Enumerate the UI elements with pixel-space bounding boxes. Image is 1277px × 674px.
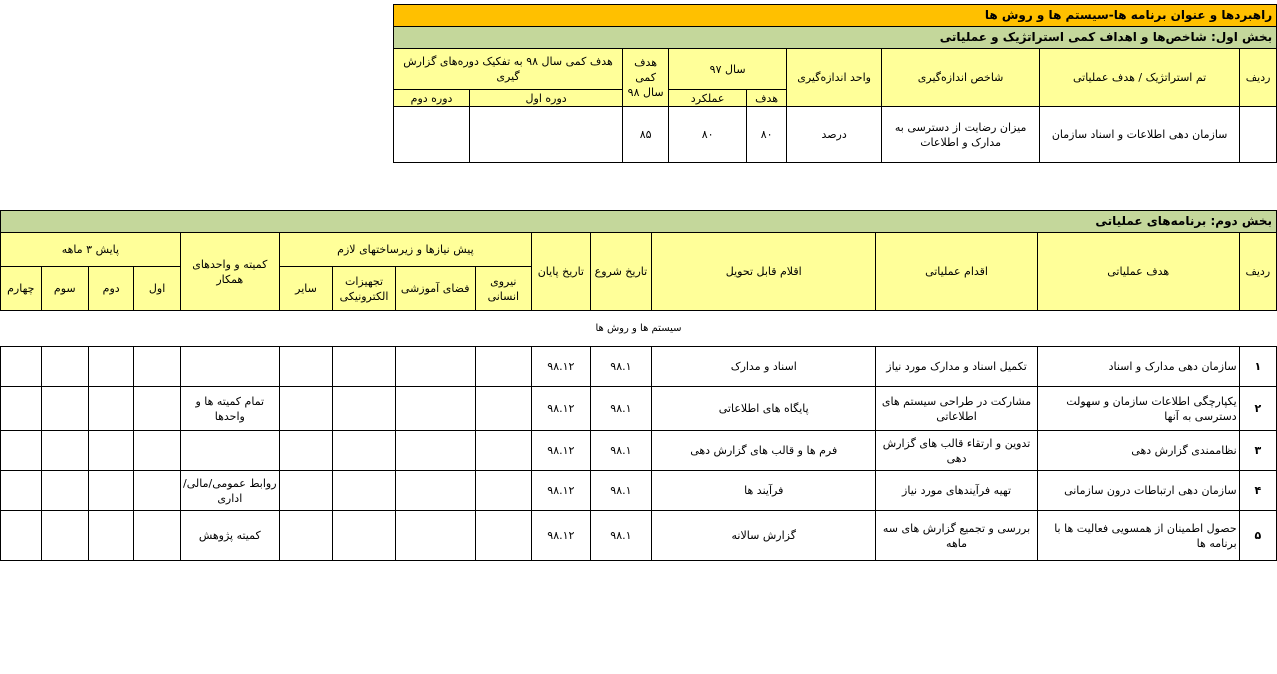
cell-start: ۹۸.۱	[590, 347, 652, 387]
cell-num: ۳	[1239, 431, 1276, 471]
cell-start: ۹۸.۱	[590, 431, 652, 471]
empty-cell	[134, 387, 180, 431]
cell-action: بررسی و تجمیع گزارش های سه ماهه	[876, 511, 1038, 561]
cell-end: ۹۸.۱۲	[532, 471, 591, 511]
empty-cell	[279, 347, 333, 387]
cell-goal: سازمان دهی ارتباطات درون سازمانی	[1037, 471, 1239, 511]
empty-cell	[134, 431, 180, 471]
cell-num: ۵	[1239, 511, 1276, 561]
col-goal: هدف عملیاتی	[1037, 233, 1239, 311]
col-start: تاریخ شروع	[590, 233, 652, 311]
kpi-table	[393, 4, 1277, 163]
cell-committee: روابط عمومی/مالی/اداری	[180, 471, 279, 511]
col-other: سایر	[279, 267, 333, 311]
col-q2: دوم	[88, 267, 133, 311]
cell-start: ۹۸.۱	[590, 387, 652, 431]
empty-cell	[41, 511, 88, 561]
cell-deliverable: اسناد و مدارک	[652, 347, 876, 387]
empty-cell	[333, 431, 396, 471]
cell-target97: ۸۰	[747, 107, 787, 163]
cell-goal: سازمان دهی مدارک و اسناد	[1037, 347, 1239, 387]
empty-cell	[41, 387, 88, 431]
table-row	[1, 511, 1277, 561]
empty-cell	[475, 347, 532, 387]
cell-end: ۹۸.۱۲	[532, 431, 591, 471]
col-space: فضای آموزشی	[395, 267, 475, 311]
empty-cell	[395, 511, 475, 561]
empty-cell	[134, 471, 180, 511]
empty-cell	[279, 387, 333, 431]
col-row: ردیف	[1239, 233, 1276, 311]
section2-title: بخش دوم: برنامه‌های عملیاتی	[1, 211, 1277, 233]
col-deliverable: اقلام قابل تحویل	[652, 233, 876, 311]
cell-action: تهیه فرآیندهای مورد نیاز	[876, 471, 1038, 511]
main-title: راهبردها و عنوان برنامه ها-سیستم ها و روش ها	[394, 5, 1277, 27]
cell-start: ۹۸.۱	[590, 511, 652, 561]
cell-action: مشارکت در طراحی سیستم های اطلاعاتی	[876, 387, 1038, 431]
cell-action: تکمیل اسناد و مدارک مورد نیاز	[876, 347, 1038, 387]
col-target: هدف	[747, 90, 787, 107]
cell-target98: ۸۵	[623, 107, 669, 163]
cell-committee	[180, 347, 279, 387]
cell-row	[1240, 107, 1277, 163]
table-row	[1, 471, 1277, 511]
empty-cell	[279, 471, 333, 511]
col-q3: سوم	[41, 267, 88, 311]
empty-cell	[41, 471, 88, 511]
empty-cell	[475, 431, 532, 471]
col-human: نیروی انسانی	[475, 267, 532, 311]
col-year97: سال ۹۷	[669, 49, 787, 90]
cell-end: ۹۸.۱۲	[532, 387, 591, 431]
empty-cell	[333, 387, 396, 431]
empty-cell	[1, 431, 42, 471]
col-indicator: شاخص اندازه‌گیری	[882, 49, 1040, 107]
cell-unit: درصد	[787, 107, 882, 163]
empty-cell	[279, 431, 333, 471]
table-row	[1, 387, 1277, 431]
cell-indicator: میزان رضایت از دسترسی به مدارک و اطلاعات	[882, 107, 1040, 163]
col-equipment: تجهیزات الکترونیکی	[333, 267, 396, 311]
empty-cell	[395, 347, 475, 387]
empty-cell	[395, 471, 475, 511]
empty-cell	[395, 387, 475, 431]
empty-cell	[333, 471, 396, 511]
cell-goal: حصول اطمینان از همسویی فعالیت ها با برنامه ها	[1037, 511, 1239, 561]
empty-cell	[475, 471, 532, 511]
cell-committee	[180, 431, 279, 471]
col-prereq: پیش نیازها و زیرساختهای لازم	[279, 233, 531, 267]
empty-cell	[88, 431, 133, 471]
table-row	[394, 107, 1277, 163]
empty-cell	[88, 347, 133, 387]
cell-deliverable: پایگاه های اطلاعاتی	[652, 387, 876, 431]
col-breakdown: هدف کمی سال ۹۸ به تفکیک دوره‌های گزارش گیری	[394, 49, 623, 90]
empty-cell	[88, 471, 133, 511]
col-period2: دوره دوم	[394, 90, 470, 107]
table-row	[1, 347, 1277, 387]
empty-cell	[279, 511, 333, 561]
cell-num: ۴	[1239, 471, 1276, 511]
cell-num: ۱	[1239, 347, 1276, 387]
col-target98: هدف کمی سال ۹۸	[623, 49, 669, 107]
empty-cell	[1, 511, 42, 561]
col-monitor: پایش ۳ ماهه	[1, 233, 181, 267]
group-caption: سیستم ها و روش ها	[595, 323, 682, 334]
cell-start: ۹۸.۱	[590, 471, 652, 511]
col-committee: کمیته و واحدهای همکار	[180, 233, 279, 311]
empty-cell	[88, 387, 133, 431]
operations-table	[0, 210, 1277, 561]
empty-cell	[1, 347, 42, 387]
empty-cell	[134, 347, 180, 387]
cell-end: ۹۸.۱۲	[532, 511, 591, 561]
col-period1: دوره اول	[470, 90, 623, 107]
col-q4: چهارم	[1, 267, 42, 311]
col-row: ردیف	[1240, 49, 1277, 107]
empty-cell	[1, 471, 42, 511]
empty-cell	[475, 387, 532, 431]
cell-committee: تمام کمیته ها و واحدها	[180, 387, 279, 431]
cell-end: ۹۸.۱۲	[532, 347, 591, 387]
cell-goal: نظاممندی گزارش دهی	[1037, 431, 1239, 471]
cell-period2	[394, 107, 470, 163]
col-end: تاریخ پایان	[532, 233, 591, 311]
empty-cell	[41, 347, 88, 387]
cell-num: ۲	[1239, 387, 1276, 431]
empty-cell	[333, 347, 396, 387]
col-theme: تم استراتژیک / هدف عملیاتی	[1040, 49, 1240, 107]
empty-cell	[395, 431, 475, 471]
empty-cell	[88, 511, 133, 561]
empty-cell	[475, 511, 532, 561]
col-action: اقدام عملیاتی	[876, 233, 1038, 311]
col-unit: واحد اندازه‌گیری	[787, 49, 882, 107]
cell-deliverable: فرم ها و قالب های گزارش دهی	[652, 431, 876, 471]
cell-theme: سازمان دهی اطلاعات و اسناد سازمان	[1040, 107, 1240, 163]
cell-performance97: ۸۰	[669, 107, 747, 163]
section1-title: بخش اول: شاخص‌ها و اهداف کمی استراتژیک و عملیاتی	[394, 27, 1277, 49]
empty-cell	[41, 431, 88, 471]
cell-deliverable: فرآیند ها	[652, 471, 876, 511]
empty-cell	[134, 511, 180, 561]
cell-committee: کمیته پژوهش	[180, 511, 279, 561]
table-row	[1, 431, 1277, 471]
cell-period1	[470, 107, 623, 163]
col-performance: عملکرد	[669, 90, 747, 107]
empty-cell	[1, 387, 42, 431]
cell-deliverable: گزارش سالانه	[652, 511, 876, 561]
empty-cell	[333, 511, 396, 561]
cell-action: تدوین و ارتقاء قالب های گزارش دهی	[876, 431, 1038, 471]
col-q1: اول	[134, 267, 180, 311]
cell-goal: یکپارچگی اطلاعات سازمان و سهولت دسترسی به آنها	[1037, 387, 1239, 431]
